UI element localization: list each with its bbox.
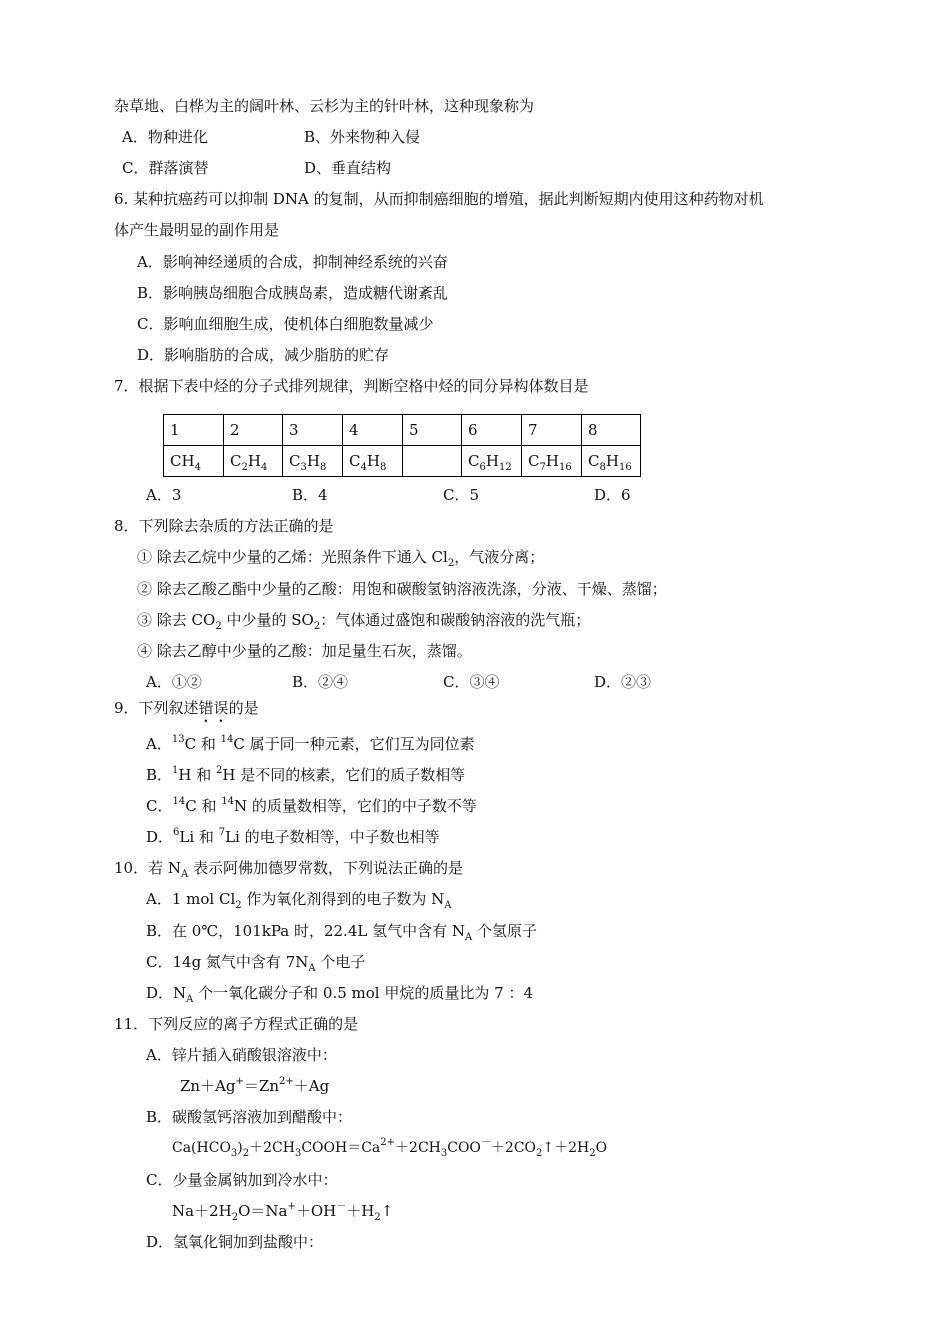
q7-option-d: D．6 (594, 486, 631, 504)
formula-cell: $C_3H_8$ (283, 446, 343, 477)
q10-option-c: C．14g 氮气中含有 $7N_A$ 个电子 (146, 953, 366, 974)
q7-options (146, 485, 706, 505)
q6-option-c: C．影响血细胞生成，使机体白细胞数量减少 (137, 315, 434, 333)
q11-option-c-label: C．少量金属钠加到冷水中： (146, 1171, 338, 1189)
q6-stem-line2: 体产生最明显的副作用是 (114, 221, 280, 239)
emphasis-word: 错误 (198, 699, 229, 717)
formula-cell: $C_4H_8$ (343, 446, 403, 477)
q11-option-b-equation: $Ca(HCO_3)_2+2CH_3COOH=Ca^{2+}+2CH_3COO^-+2CO_2↑+2H_2O$ (172, 1137, 608, 1159)
q7-stem: 7．根据下表中烃的分子式排列规律，判断空格中烃的同分异构体数目是 (114, 377, 589, 395)
q5-option-a: A．物种进化 (122, 128, 208, 146)
q7-option-b: B．4 (292, 486, 328, 504)
q5-options-row1 (122, 127, 682, 147)
q8-options (146, 672, 706, 692)
formula-cell: $C_2H_4$ (224, 446, 283, 477)
q8-option-d: D．②③ (594, 673, 652, 691)
series-number-row (164, 415, 641, 446)
series-number-cell: 5 (403, 415, 462, 446)
q10-option-a: A．1 mol $Cl_2$ 作为氧化剂得到的电子数为 $N_A$ (146, 890, 452, 911)
q5-options-row2 (122, 158, 682, 178)
q8-stem: 8．下列除去杂质的方法正确的是 (114, 517, 334, 535)
q9-option-d: D．$^6$Li 和 $^7$Li 的电子数相等，中子数也相等 (146, 827, 440, 846)
q6-option-a: A．影响神经递质的合成，抑制神经系统的兴奋 (137, 253, 448, 271)
q9-option-b: B．$^1$H 和 $^2$H 是不同的核素，它们的质子数相等 (146, 765, 466, 784)
q11-option-d-label: D．氢氧化铜加到盐酸中： (146, 1233, 324, 1251)
series-formula-row (164, 446, 641, 477)
q6-stem-line1: 6. 某种抗癌药可以抑制 DNA 的复制，从而抑制癌细胞的增殖，据此判断短期内使用这种药物对机 (114, 190, 764, 208)
q11-option-c-equation: $Na+2H_2O=Na^++OH^-+H_2↑$ (172, 1201, 394, 1223)
series-number-cell: 3 (283, 415, 343, 446)
q5-option-d: D、垂直结构 (304, 159, 392, 177)
q8-option-c: C．③④ (443, 673, 500, 691)
q11-option-a-label: A．锌片插入硝酸银溶液中： (146, 1046, 337, 1064)
q9-option-c: C．$^{14}$C 和 $^{14}$N 的质量数相等，它们的中子数不等 (146, 796, 477, 815)
formula-cell: $CH_4$ (164, 446, 224, 477)
formula-cell: $C_6H_{12}$ (462, 446, 522, 477)
series-number-cell: 1 (164, 415, 224, 446)
q11-option-b-label: B．碳酸氢钙溶液加到醋酸中： (146, 1108, 353, 1126)
formula-cell-blank (403, 446, 462, 477)
q8-item-1: ① 除去乙烷中少量的乙烯：光照条件下通入 $Cl_2$，气液分离； (137, 548, 545, 569)
q8-item-4: ④ 除去乙醇中少量的乙酸：加足量生石灰，蒸馏。 (137, 642, 472, 660)
q11-option-a-equation: $Zn+Ag^+=Zn^{2+}+Ag$ (180, 1076, 330, 1095)
series-number-cell: 6 (462, 415, 522, 446)
series-number-cell: 7 (522, 415, 582, 446)
q8-option-a: A．①② (146, 673, 202, 691)
series-number-cell: 4 (343, 415, 403, 446)
q8-item-2: ② 除去乙酸乙酯中少量的乙酸：用饱和碳酸氢钠溶液洗涤，分液、干燥、蒸馏； (137, 580, 667, 598)
q8-item-3: ③ 除去 $CO_2$ 中少量的 $SO_2$：气体通过盛饱和碳酸钠溶液的洗气瓶； (137, 611, 591, 632)
q10-option-d: D．$N_A$ 个一氧化碳分子和 0.5 mol 甲烷的质量比为 7 ：4 (146, 984, 533, 1005)
q5-stem: 杂草地、白桦为主的阔叶林、云杉为主的针叶林，这种现象称为 (114, 97, 535, 115)
q6-option-b: B．影响胰岛细胞合成胰岛素，造成糖代谢紊乱 (137, 284, 449, 302)
q7-option-c: C．5 (443, 486, 480, 504)
q10-stem: 10．若 $N_A$ 表示阿佛加德罗常数，下列说法正确的是 (114, 859, 463, 880)
q9-stem: 9．下列叙述错误的是 (114, 699, 259, 717)
q10-option-b: B．在 0℃，101kPa 时，22.4L 氢气中含有 $N_A$ 个氢原子 (146, 922, 538, 943)
q5-option-b: B、外来物种入侵 (304, 128, 421, 146)
q11-stem: 11．下列反应的离子方程式正确的是 (114, 1015, 359, 1033)
formula-cell: $C_7H_{16}$ (522, 446, 582, 477)
q6-option-d: D．影响脂肪的合成，减少脂肪的贮存 (137, 346, 390, 364)
hydrocarbon-series-table (163, 414, 641, 477)
q7-option-a: A．3 (146, 486, 182, 504)
q5-option-c: C．群落演替 (122, 159, 209, 177)
q9-option-a: A．$^{13}$C 和 $^{14}$C 属于同一种元素，它们互为同位素 (146, 734, 475, 753)
series-number-cell: 2 (224, 415, 283, 446)
formula-cell: $C_8H_{16}$ (582, 446, 641, 477)
q8-option-b: B．②④ (292, 673, 349, 691)
series-number-cell: 8 (582, 415, 641, 446)
